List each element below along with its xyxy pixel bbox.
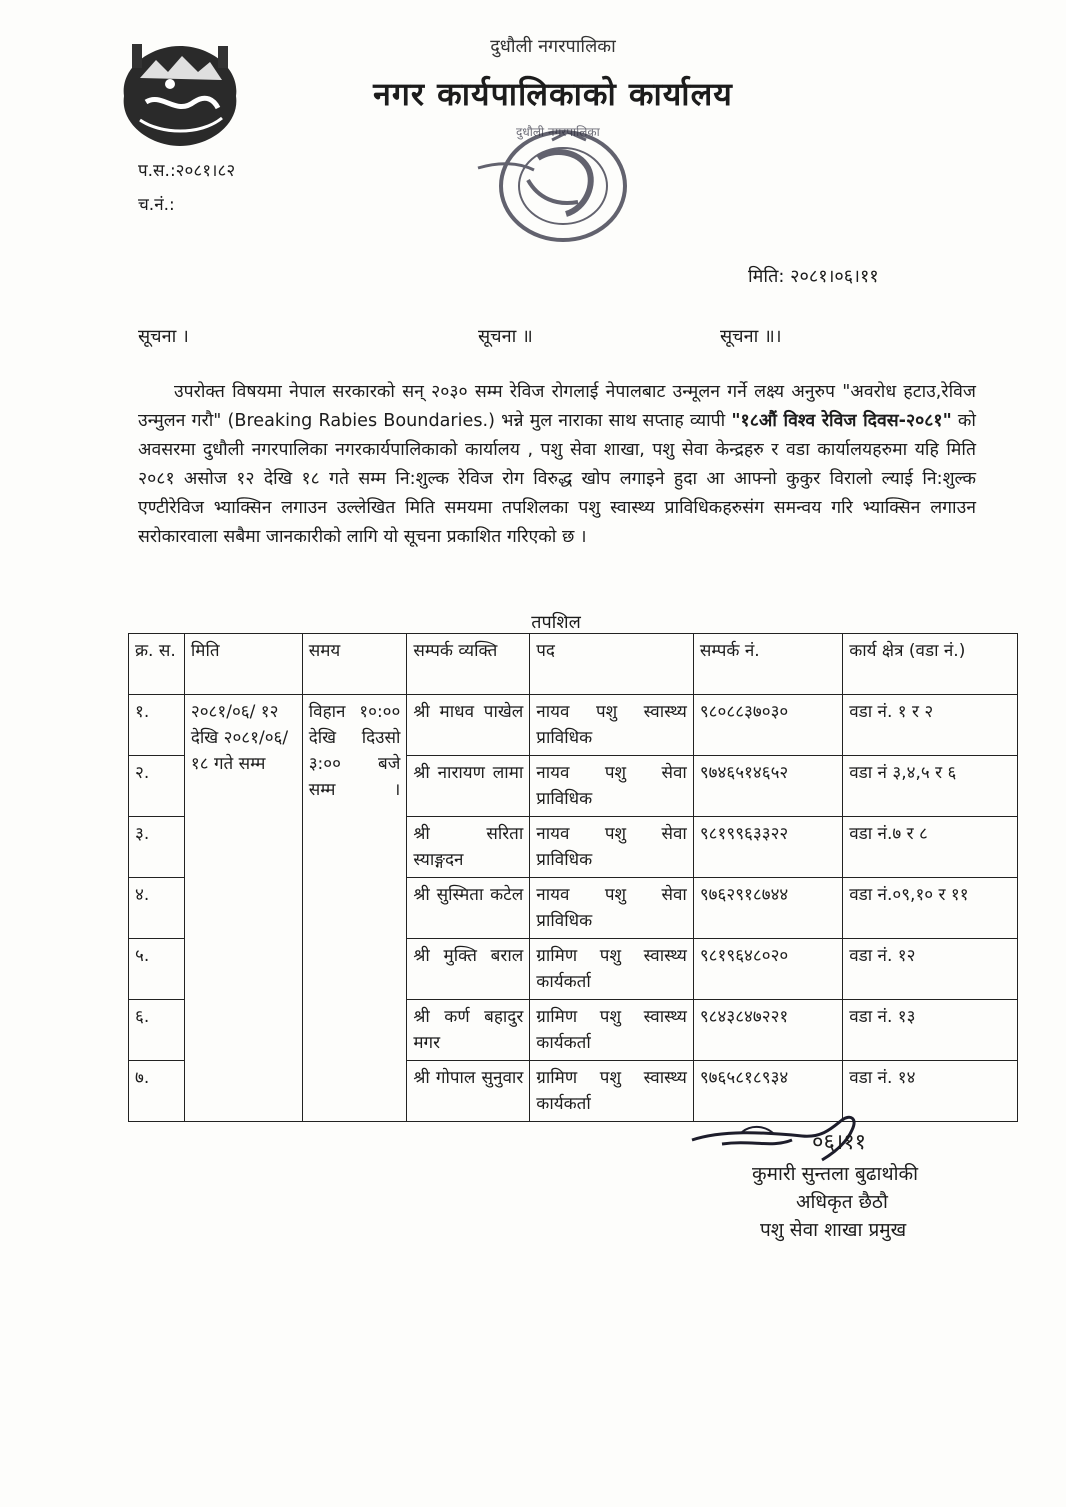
cell-serial: ४. [129,878,185,939]
reference-number: प.स.:२०८१।८२ [138,161,236,181]
office-title: नगर कार्यपालिकाको कार्यालय [373,75,733,113]
cell-contact-number: ९८१९९६३३२२ [693,817,842,878]
cell-work-area: वडा नं. १ र २ [843,695,1018,756]
cell-post: ग्रामिण पशु स्वास्थ्य कार्यकर्ता [530,1000,694,1061]
office-stamp-icon [468,118,638,248]
event-name: "१८औं विश्व रेविज दिवस-२०८१" [731,411,952,431]
notice-heading-3: सूचना ॥। [720,326,782,347]
body-text-part1: उपरोक्त विषयमा नेपाल सरकारको सन् २०३० सम्म रेविज रोगलाई नेपालबाट उन्मूलन गर्ने लक्ष्य अनुरुप "अवरोध हटाउ,रेविज उन्मुलन गरौ" (Breaking Rabies Boundaries.) भन्ने मुल नाराका साथ सप्ताह व्यापी [138,382,976,431]
notice-heading-2: सूचना ॥ [478,326,533,347]
cell-work-area: वडा नं. १३ [843,1000,1018,1061]
cell-contact-person: श्री मुक्ति बराल [407,939,530,1000]
cell-work-area: वडा नं.७ र ८ [843,817,1018,878]
notice-heading-1: सूचना । [138,326,189,347]
cell-work-area: वडा नं. १४ [843,1061,1018,1122]
dispatch-number: च.नं.: [138,195,175,215]
cell-contact-person: श्री गोपाल सुनुवार [407,1061,530,1122]
cell-contact-number: ९८०८८३७०३० [693,695,842,756]
cell-post: नायव पशु सेवा प्राविधिक [530,817,694,878]
cell-serial: १. [129,695,185,756]
signatory-name: कुमारी सुन्तला बुढाथोकी [752,1163,919,1185]
stamp-text: दुधौली नगरपालिका [516,125,600,139]
signature-date: ०६।११ [812,1130,867,1155]
notice-body [138,378,976,552]
vaccination-schedule-table [128,633,1018,1122]
cell-post: नायव पशु सेवा प्राविधिक [530,878,694,939]
cell-serial: ७. [129,1061,185,1122]
table-caption: तपशिल [531,612,581,633]
cell-work-area: वडा नं.०९,१० र ११ [843,878,1018,939]
table-row [129,695,1018,756]
cell-contact-number: ९७४६५१४६५२ [693,756,842,817]
cell-serial: ५. [129,939,185,1000]
cell-contact-person: श्री माधव पाखेल [407,695,530,756]
cell-serial: ६. [129,1000,185,1061]
header-post: पद [530,634,694,695]
cell-date-range: २०८१/०६/ १२ देखि २०८१/०६/ १८ गते सम्म [184,695,302,1122]
header-contact-person: सम्पर्क व्यक्ति [407,634,530,695]
municipality-name: दुधौली नगरपालिका [490,36,616,57]
cell-contact-number: ९७६५८१८९३४ [693,1061,842,1122]
table-header-row [129,634,1018,695]
cell-serial: ३. [129,817,185,878]
cell-serial: २. [129,756,185,817]
header-date: मिति [184,634,302,695]
cell-time-range: विहान १०:०० देखि दिउसो ३:०० बजे सम्म । [302,695,407,1122]
cell-post: नायव पशु सेवा प्राविधिक [530,756,694,817]
signatory-title: अधिकृत छैठौ [796,1191,888,1213]
header-serial: क्र. स. [129,634,185,695]
cell-contact-number: ९८४३८४७२२१ [693,1000,842,1061]
cell-post: नायव पशु स्वास्थ्य प्राविधिक [530,695,694,756]
cell-contact-number: ९८१९६४८०२० [693,939,842,1000]
cell-post: ग्रामिण पशु स्वास्थ्य कार्यकर्ता [530,1061,694,1122]
cell-contact-person: श्री सुस्मिता कटेल [407,878,530,939]
notice-date: मिति: २०८१।०६।११ [748,266,879,287]
cell-contact-person: श्री सरिता स्याङ्गदन [407,817,530,878]
cell-work-area: वडा नं. १२ [843,939,1018,1000]
cell-work-area: वडा नं ३,४,५ र ६ [843,756,1018,817]
body-text-part2: को अवसरमा दुधौली नगरपालिका नगरकार्यपालिकाको कार्यालय , पशु सेवा शाखा, पशु सेवा केन्द्रहरु र वडा कार्यालयहरुमा यहि मिति २०८१ असोज १२ देखि १८ गते सम्म नि:शुल्क रेविज रोग विरुद्ध खोप लगाइने हुदा आ आफ्नो कुकुर विरालो ल्याई नि:शुल्क एण्टीरेविज भ्याक्सिन लगाउन उल्लेखित मिति समयमा तपशिलका पशु स्वास्थ्य प्राविधिकहरुसंग समन्वय गरि भ्याक्सिन लगाउन सरोकारवाला सबैमा जानकारीको लागि यो सूचना प्रकाशित गरिएको छ । [138,411,976,547]
cell-contact-person: श्री कर्ण बहादुर मगर [407,1000,530,1061]
header-work-area: कार्य क्षेत्र (वडा नं.) [843,634,1018,695]
signatory-position: पशु सेवा शाखा प्रमुख [760,1219,907,1241]
cell-contact-person: श्री नारायण लामा [407,756,530,817]
header-time: समय [302,634,407,695]
cell-contact-number: ९७६२९१८७४४ [693,878,842,939]
header-contact-number: सम्पर्क नं. [693,634,842,695]
cell-post: ग्रामिण पशु स्वास्थ्य कार्यकर्ता [530,939,694,1000]
